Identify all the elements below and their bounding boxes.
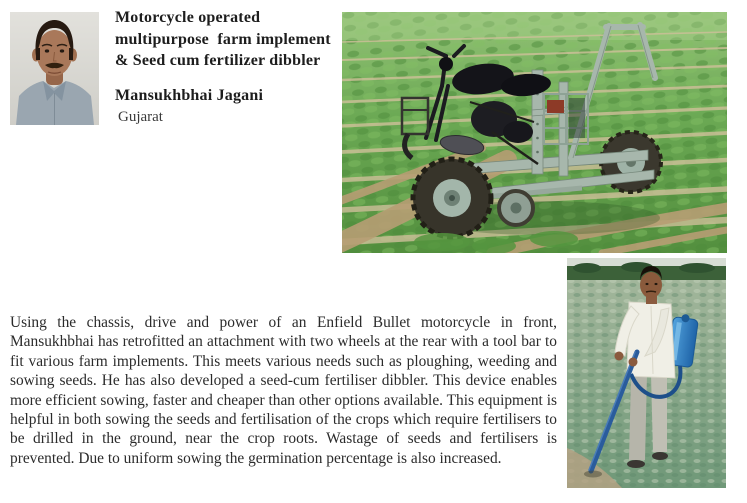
title-line-1: Motorcycle operated (115, 9, 261, 26)
seed-dibbler-in-use-photo (567, 258, 726, 488)
dibbler-illustration (567, 258, 726, 488)
motorcycle-farm-implement-photo (342, 12, 727, 253)
title-line-3: & Seed cum fertilizer dibbler (115, 52, 321, 69)
innovator-region: Gujarat (118, 109, 163, 125)
page-title (115, 7, 331, 72)
innovator-portrait-photo (10, 12, 99, 125)
innovator-name: Mansukhbhai Jagani (115, 87, 264, 104)
title-line-2: multipurpose farm implement (115, 30, 331, 48)
implement-illustration (342, 12, 727, 253)
portrait-illustration (10, 12, 99, 125)
description-paragraph: Using the chassis, drive and power of an Enfield Bullet motorcycle in front, Mansukhbhai has retrofitted an attachment with two wheels at the rear with a tool bar to fit various farm implements. This meets various needs such as ploughing, weeding and sowing seeds. He has also developed a seed-cum fertiliser dibbler. This device enables more efficient sowing, faster and cheaper than other options available. This equipment is helpful in both sowing the seeds and fertilisation of the crops which require fertilisers to be drilled in the ground, near the crop roots. Wastage of seeds and fertilisers is prevented. Due to uniform sowing the germination percentage is also increased. (10, 314, 557, 467)
